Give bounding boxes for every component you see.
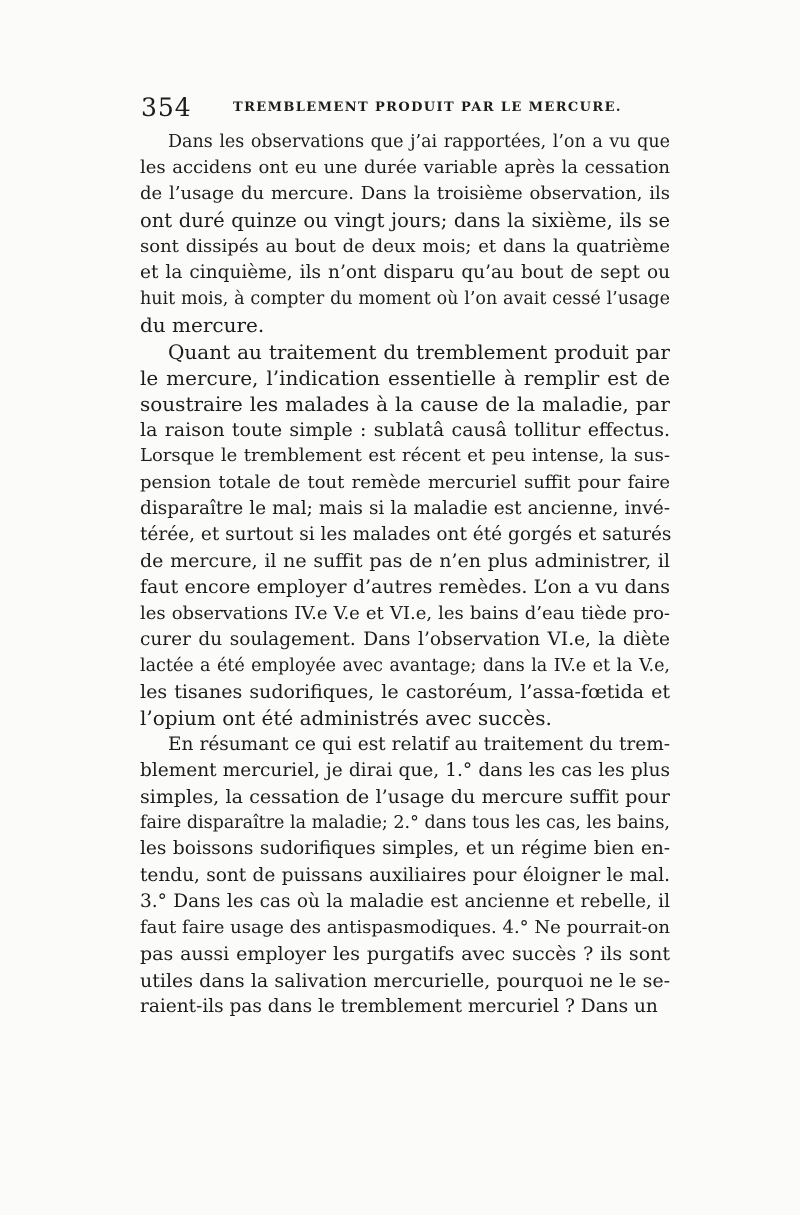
paragraph [140, 129, 670, 339]
page-number: 354 [141, 93, 192, 122]
text-line: térée, et surtout si les malades ont été gorgés et saturés [140, 524, 672, 546]
text-line: 3.° Dans les cas où la maladie est ancienne et rebelle, il [140, 890, 670, 912]
text-line: le mercure, l’indication essentielle à remplir est de [140, 365, 670, 390]
page-header [141, 93, 661, 123]
text-line: tendu, sont de puissans auxiliaires pour éloigner le mal. [140, 864, 670, 886]
text-line: les accidens ont eu une durée variable après la cessation [140, 157, 670, 179]
text-line: pension totale de tout remède mercuriel suffit pour faire [140, 471, 670, 493]
text-line: faire disparaître la maladie; 2.° dans tous les cas, les bains, [140, 813, 670, 834]
text-line: Quant au traitement du tremblement produit par [168, 339, 670, 364]
text-line: la raison toute simple : sublatâ causâ tollitur effectus. [140, 419, 670, 442]
text-line: En résumant ce qui est relatif au traitement du trem- [168, 733, 670, 755]
text-line: les observations IV.e V.e et VI.e, les bains d’eau tiède pro- [140, 602, 670, 624]
running-title: TREMBLEMENT PRODUIT PAR LE MERCURE. [233, 100, 622, 115]
text-line: ont duré quinze ou vingt jours; dans la sixième, ils se [140, 208, 670, 232]
text-line: soustraire les malades à la cause de la maladie, par [140, 392, 670, 417]
text-line: Lorsque le tremblement est récent et peu intense, la sus- [140, 445, 670, 467]
body-text [140, 129, 670, 1020]
text-line: utiles dans la salivation mercurielle, pourquoi ne le se- [140, 969, 670, 992]
paragraph [140, 339, 670, 732]
text-line: Dans les observations que j’ai rapportées, l’on a vu que [168, 132, 670, 152]
text-line: de l’usage du mercure. Dans la troisième observation, ils [140, 183, 670, 205]
text-line: lactée a été employée avec avantage; dans la IV.e et la V.e, [140, 656, 670, 677]
text-line: et la cinquième, ils n’ont disparu qu’au bout de sept ou [140, 262, 670, 284]
text-line: faut encore employer d’autres remèdes. L’on a vu dans [140, 576, 670, 599]
text-line: l’opium ont été administrés avec succès. [140, 706, 552, 731]
text-line: sont dissipés au bout de deux mois; et dans la quatrième [140, 235, 670, 257]
text-line: curer du soulagement. Dans l’observation VI.e, la diète [140, 628, 670, 650]
text-line: huit mois, à compter du moment où l’on avait cessé l’usage [140, 289, 670, 310]
text-line: blement mercuriel, je dirai que, 1.° dans les cas les plus [140, 759, 670, 781]
text-line: les tisanes sudorifiques, le castoréum, l’assa-fœtida et [140, 681, 670, 704]
text-line: du mercure. [140, 313, 265, 338]
text-line: disparaître le mal; mais si la maladie est ancienne, invé- [140, 497, 670, 519]
text-line: raient-ils pas dans le tremblement mercuriel ? Dans un [140, 995, 658, 1017]
paragraph [140, 732, 670, 1020]
text-line: faut faire usage des antispasmodiques. 4.° Ne pourrait-on [140, 917, 670, 939]
text-line: pas aussi employer les purgatifs avec succès ? ils sont [140, 943, 670, 966]
text-line: de mercure, il ne suffit pas de n’en plus administrer, il [140, 550, 670, 573]
text-line: les boissons sudorifiques simples, et un régime bien en- [140, 838, 670, 860]
text-line: simples, la cessation de l’usage du mercure suffit pour [140, 786, 670, 809]
